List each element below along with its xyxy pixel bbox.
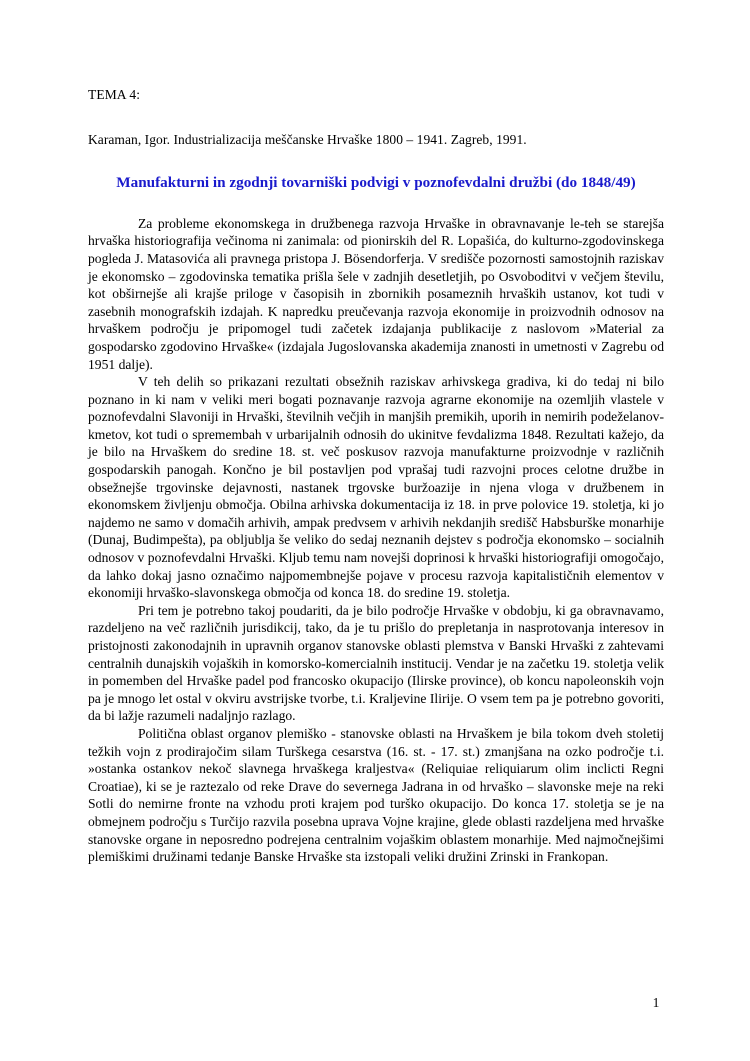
bibliographic-citation: Karaman, Igor. Industrializacija meščanske Hrvaške 1800 – 1941. Zagreb, 1991. [88,131,527,147]
page-number: 1 [652,995,660,1010]
document-content [88,88,664,866]
body-paragraph-4: Politična oblast organov plemiško - stanovske oblasti na Hrvaškem je bila tokom dveh stoletij težkih vojn z prodirajočim silam Turškega cesarstva (16. st. - 17. st.) zmanjšana na ozko področje t.i. »ostanka ostankov nekoč slavnega hrvaškega kraljestva« (Reliquiae reliquiarum olim inclicti Regni Croatiae), ki se je raztezalo od reke Drave do severnega Jadrana in od hrvaško – slavonske meje na reki Sotli do nemirne fronte na vzhodu proti krajem pod turško okupacijo. Do konca 17. stoletja se je na obmejnem področju s Turčijo razvila posebna uprava Vojne krajine, glede oblasti razdeljena med hrvaške stanovske organe in neposredno podrejena centralnim vojaškim oblastem monarhije. Med najmočnejšimi plemiškimi družinami tedanje Banske Hrvaške sta izstopali veliki družini Zrinski in Frankopan. [88,725,664,865]
body-paragraph-3: Pri tem je potrebno takoj poudariti, da je bilo področje Hrvaške v obdobju, ki ga obravnavamo, razdeljeno na več različnih jurisdikcij, tako, da je tu prišlo do prepletanja in nasprotovanja interesov in pristojnosti zakonodajnih in upravnih organov stanovske oblasti plemstva v Banski Hrvaški z zahtevami centralnih dunajskih vojaških in komorsko-komercialnih institucij. Vendar je na začetku 19. stoletja velik in pomemben del Hrvaške padel pod francosko okupacijo (Ilirske province), ob koncu napoleonskih vojn pa je mnogo let ostal v okviru avstrijske tvorbe, t.i. Kraljevine Ilirije. O vsem tem pa je potrebno govoriti, da bi lažje razumeli nadaljnjo razlago. [88,602,664,724]
body-paragraph-2: V teh delih so prikazani rezultati obsežnih raziskav arhivskega gradiva, ki do tedaj ni bilo poznano in ki nam v veliki meri bogati poznavanje razvoja agrarne ekonomije na ozemljih vlastele v poznofevdalni Slavoniji in Hrvaški, številnih večjih in manjših premikih, uporih in nemirih podeželanov-kmetov, kot tudi o spremembah v urbarijalnih odnosih do ukinitve fevdalizma 1848. Rezultati kažejo, da je bilo na Hrvaškem do sredine 18. st. več poskusov razvoja manufakturne proizvodnje v različnih gospodarskih panogah. Končno je bil postavljen pod vprašaj tudi razvojni proces celotne družbe in obsežnejše trgovinske dejavnosti, nastanek trgovske buržoazije in njena vloga v družbenem in ekonomskem življenju območja. Obilna arhivska dokumentacija iz 18. in prve polovice 19. stoletja, ki jo najdemo ne samo v domačih arhivih, ampak predvsem v arhivih nekdanjih središč Habsburške monarhije (Dunaj, Budimpešta), pa obljublja še veliko do sedaj neznanih dejstev s področja ekonomsko – socialnih odnosov v poznofevdalni Hrvaški. Kljub temu nam novejši doprinosi k hrvaški historiografiji omogočajo, da lahko dokaj jasno označimo najpomembnejše pojave v procesu razvoja kapitalističnih elementov v ekonomiji hrvaško-slavonskega območja od konca 18. do sredine 19. stoletja. [88,374,664,601]
theme-label: TEMA 4: [88,87,141,102]
body-paragraph-1: Za probleme ekonomskega in družbenega razvoja Hrvaške in obravnavanje le-teh se starejša hrvaška historiografija večinoma ni zanimala: od pionirskih del R. Lopašića, do kulturno-zgodovinskega pogleda J. Matasovića ali pravnega pristopa J. Bösendorferja. V središče pozornosti samostojnih raziskav je ekonomsko – zgodovinska tematika prišla šele v zadnjih desetletjih, po Osvoboditvi v večjem številu, kot obširnejše ali krajše priloge v časopisih in zbornikih posameznih hrvaških ustanov, kot tudi v zasebnih monografskih izdajah. K napredku preučevanja razvoja ekonomije in proizvodnih odnosov na hrvaškem področju je pripomogel tudi začetek izdajanja publikacije z naslovom »Material za gospodarsko zgodovino Hrvaške« (izdajala Jugoslovanska akademija znanosti in umetnosti v Zagrebu od 1951 dalje). [88,215,664,372]
page-title: Manufakturni in zgodnji tovarniški podvigi v poznofevdalni družbi (do 1848/49) [116,174,636,191]
